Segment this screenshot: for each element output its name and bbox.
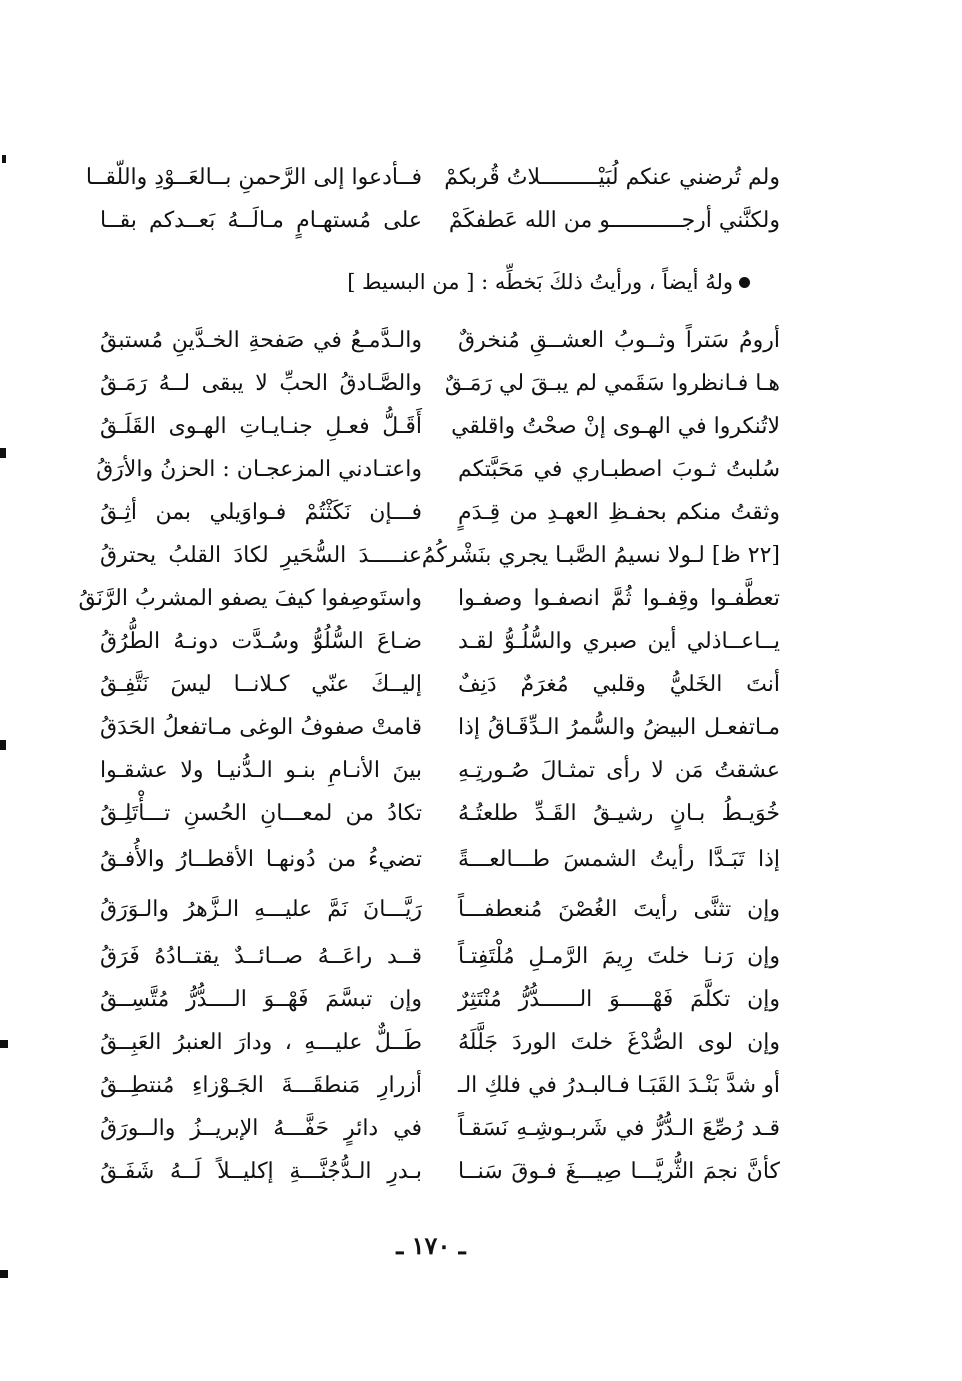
verse-line [100,1021,780,1064]
verse-line [100,663,780,706]
verse-right-hemistich: ولكنَّني أرجـــــــــــو من الله عَطفكَمْ [448,208,780,233]
verse-right-hemistich: كأنَّ نجمَ الثُّريَّـــا صِيـــغَ فـوقَ سَنــا [458,1159,780,1184]
poem-heading [347,265,750,299]
verse-line [100,835,780,885]
verse-line [100,749,780,792]
verse-left-hemistich: عنـــــدَ السُّحَيرِ لكادَ القلبُ يحترقُ [100,543,422,568]
verse-left-hemistich: طَــلٌّ عليـــهِ ، ودارَ العنبرُ العَبِــقُ [100,1030,422,1055]
verse-right-hemistich: تعطَّفـوا وقِفـوا ثُمَّ انصفـوا وصفـوا [458,586,780,611]
verse-line [100,534,780,577]
margin-mark [0,1270,8,1278]
verse-left-hemistich: واعتـادني المزعجـان : الحزنُ والأرَقُ [96,457,422,482]
verse-line [100,362,780,405]
verse-left-hemistich: تكادُ من لمعـــانِ الحُسنِ تـــأْتَلِـقُ [100,801,422,826]
verse-right-hemistich: هـا فـانظروا سَقَمي لم يبـقَ لي رَمَـقٌ [444,371,780,396]
verse-left-hemistich: على مُستهـامٍ مـالَــهُ بَعــدكم بقــا [100,208,422,233]
verse-right-hemistich: [٢٢ ظ] لـولا نسيمُ الصَّبـا يجري بنَشْركُمُ [421,543,780,568]
verse-line [100,1107,780,1150]
verse-line [96,448,780,491]
verse-left-hemistich: إليــكَ عنّي كـلانــا ليسَ نَتَّفِـقُ [100,672,422,697]
verse-right-hemistich: وإن لوى الصُّدْغَ خلتَ الوردَ جَلَّلَهُ [458,1030,780,1055]
verse-right-hemistich: ولم تُرضني عنكم لُبَيْـــــــــلاتُ قُربكمْ [444,165,780,190]
verse-left-hemistich: أزرارِ مَنطقَـــةَ الجَـوْزاءِ مُنتطِــقُ [100,1073,422,1098]
verse-right-hemistich: إذا تَبَـدَّا رأيتُ الشمسَ طـــالعـــةً [458,847,780,872]
bullet-icon [739,277,750,288]
verse-left-hemistich: رَيَّـــانَ نَمَّ عليـــهِ الـزَّهرُ والـوَرَقُ [100,897,422,922]
verse-left-hemistich: والصَّـادقُ الحبِّ لا يبقى لــهُ رَمَـقُ [100,371,422,396]
verse-right-hemistich: وإن رَنـا خلتَ رِيمَ الرَّمـلِ مُلْتَفِتـاً [458,944,780,969]
verse-left-hemistich: فـــإن نَكَثْتُمْ فـواوَيلي بمن أثِـقُ [100,500,422,525]
verse-line [85,156,780,199]
verse-left-hemistich: بـدرِ الـدُّجُنَّـــةِ إكليــلاً لَــهُ شَفَـقُ [100,1159,422,1184]
verse-line [100,199,780,242]
verse-line [100,405,780,448]
main-verses [78,319,780,1193]
verse-left-hemistich: واستَوصِفوا كيفَ يصفو المشربُ الرَّنَقُ [78,586,422,611]
margin-mark [2,155,6,163]
verse-right-hemistich: وإن تثنَّى رأيتَ الغُصْنَ مُنعطفـــاً [458,897,780,922]
verse-line [100,885,780,935]
verse-left-hemistich: أَقَـلُّ فعـلِ جنـايـاتِ الهـوى القَلَـقُ [100,414,422,439]
poem-heading-text: ولهُ أيضاً ، ورأيتُ ذلكَ بَخطِّه : [ من البسيط ] [347,270,733,294]
verse-right-hemistich: أنتَ الخَليُّ وقلبي مُغرَمٌ دَنِفٌ [458,672,780,697]
verse-right-hemistich: قـد رُصِّعَ الـدُّرُّ في شَربـوشِـهِ نَسَقـاً [458,1116,780,1141]
verse-right-hemistich: لاتُنكروا في الهـوى إنْ صحْتُ واقلقي [451,414,780,439]
verse-right-hemistich: سُلبتُ ثـوبَ اصطبـاري في مَحَبَّتكم [458,457,780,482]
verse-line [100,491,780,534]
verse-right-hemistich: خُوَيـطُ بـانٍ رشيـقُ القَـدِّ طلعتُـهُ [458,801,780,826]
verse-right-hemistich: عشقتُ مَن لا رأى تمثـالَ صُـورتِـهِ [458,758,780,783]
verse-line [100,1150,780,1193]
verse-line [100,978,780,1021]
margin-mark [0,1040,8,1048]
verse-right-hemistich: وإن تكلَّمَ فَهْـــــوَ الــــــدُّرُّ مُنْتَثِرٌ [458,987,780,1012]
verse-left-hemistich: وإن تبسَّمَ فَهْــوَ الــــدُّرُّ مُتَّسِــقُ [100,987,422,1012]
verse-line [100,792,780,835]
verse-line [100,706,780,749]
verse-right-hemistich: يــاعــاذلي أين صبري والسُّلُـوُّ لقـد [458,629,780,654]
verse-left-hemistich: بينَ الأنـامِ بنـو الـدُّنيـا ولا عشقـوا [100,758,422,783]
margin-mark [0,740,6,750]
margin-mark [0,448,6,458]
verse-left-hemistich: قامتْ صفوفُ الوغى مـاتفعلُ الحَدَقُ [100,715,422,740]
verse-left-hemistich: فــأدعوا إلى الرَّحمنِ بــالعَــوْدِ واللّقــا [85,165,422,190]
verse-right-hemistich: أرومُ سَتراً وثــوبُ العشــقِ مُنخرقٌ [458,328,780,353]
top-verses [85,156,780,242]
verse-line [100,935,780,978]
verse-left-hemistich: والـدَّمـعُ في صَفحةِ الخـدَّينِ مُستبقُ [100,328,422,353]
verse-line [100,319,780,362]
verse-line [78,577,780,620]
verse-line [100,1064,780,1107]
verse-left-hemistich: تضيءُ من دُونهـا الأقطــارُ والأُفـقُ [100,847,422,872]
verse-right-hemistich: مـاتفعـل البيضُ والسُّمرُ الـدِّقَـاقُ إذا [458,715,780,740]
verse-right-hemistich: أو شدَّ بَنْـدَ القَبَـا فـالبـدرُ في فلكِ الـ [458,1073,780,1098]
verse-left-hemistich: ضـاعَ السُّلُوُّ وسُـدَّت دونـهُ الطُّرُقُ [100,629,422,654]
page-number: ـ ١٧٠ ـ [396,1231,466,1260]
verse-line [100,620,780,663]
verse-left-hemistich: في دائرٍ حَفَّـــهُ الإبريــزُ والــورَقُ [100,1116,422,1141]
verse-right-hemistich: وثقتُ منكم بحفـظِ العهـدِ من قِـدَمٍ [458,500,780,525]
verse-left-hemistich: قــد راعَــهُ صــائــدٌ يقتــادُهُ فَرَقُ [100,944,422,969]
